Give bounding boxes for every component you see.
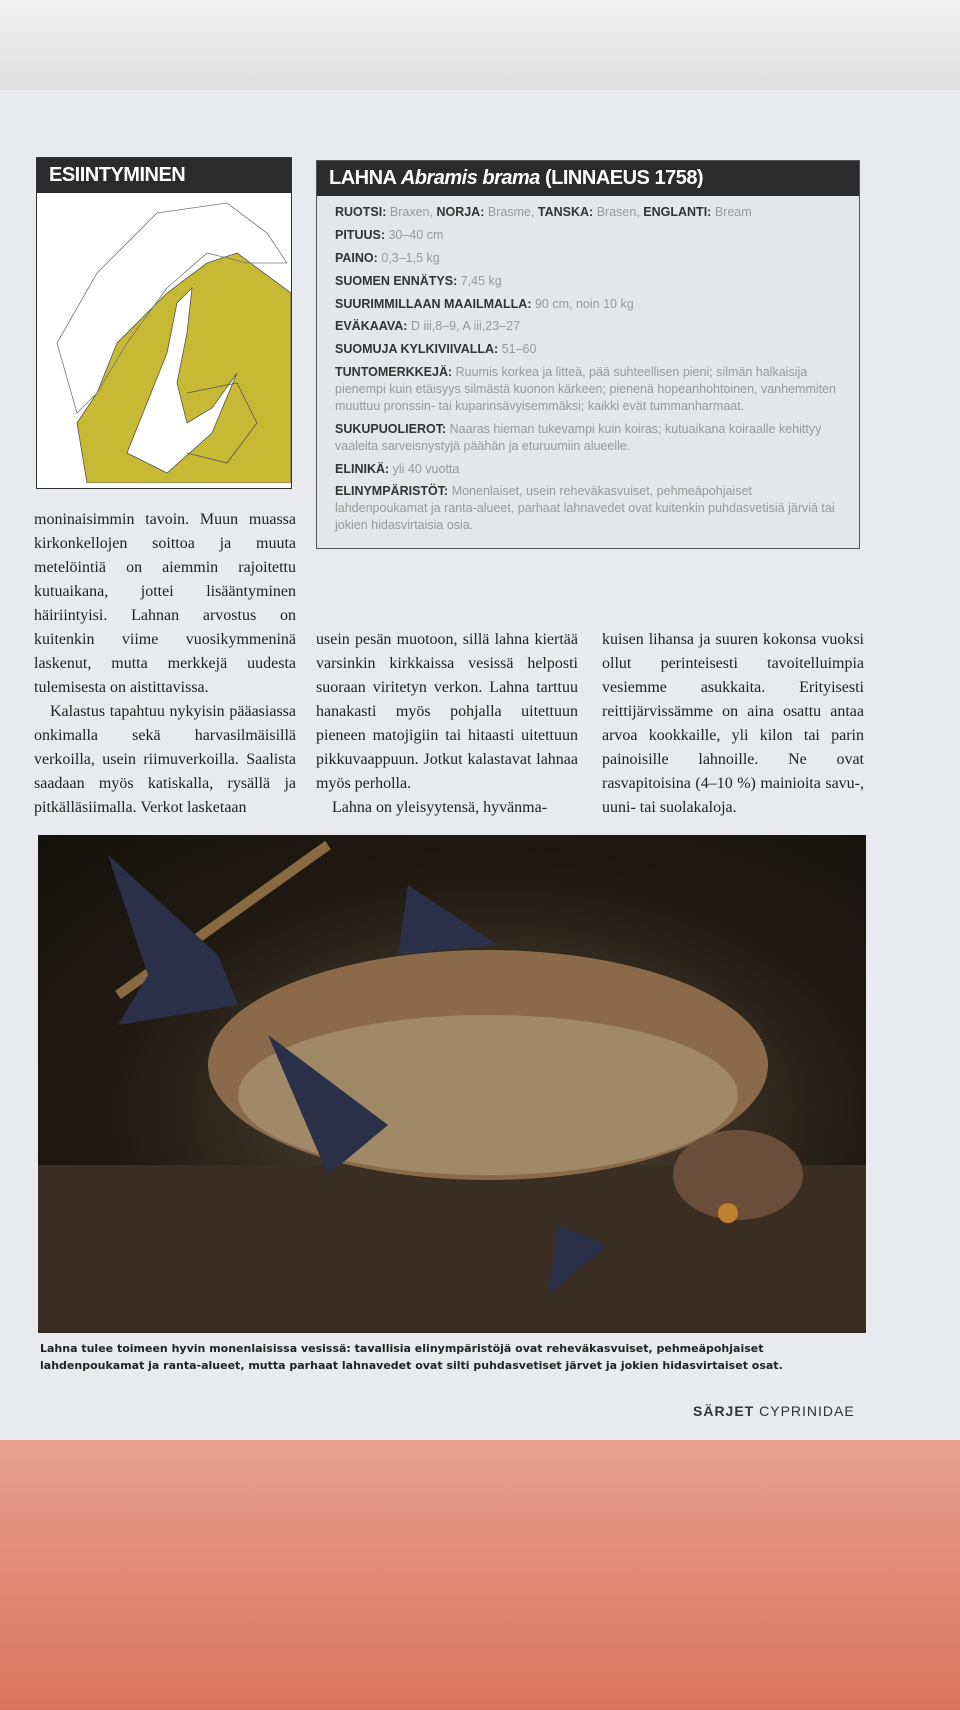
fact-length: PITUUS: 30–40 cm (335, 227, 444, 242)
fact-weight: PAINO: 0,3–1,5 kg (335, 250, 440, 265)
paragraph: Lahna on yleisyytensä, hyvänma- (332, 799, 548, 816)
species-author: (LINNAEUS 1758) (545, 167, 704, 189)
body-column-3 (602, 628, 864, 820)
latin-name: Abramis brama (400, 167, 540, 189)
fact-features: TUNTOMERKKEJÄ: Ruumis korkea ja litteä, pää suhteellisen pieni; silmän halkaisija pienempi kuin etäisyys silmästä kuonon kärkeen; pienenä hopeanhohtoinen, vanhemmiten muuttuu pronssin- tai kuparinsävyisemmäksi; kaikki evät tummanharmaat. (335, 365, 837, 413)
species-facts (317, 196, 859, 548)
fact-fin-formula: EVÄKAAVA: D iii,8–9, A iii,23–27 (335, 319, 521, 334)
fact-scales: SUOMUJA KYLKIVIIVALLA: 51–60 (335, 342, 537, 357)
family-name: SÄRJET (693, 1403, 755, 1419)
paragraph: usein pesän muotoon, sillä lahna kiertää varsinkin kirkkaissa vesissä helposti suoraan viritetyn verkon. Lahna tarttuu hanakasti myös pohjalla uitettuun pieneen matojigiin tai hitaasti uitettuun pikkuvaappuun. Jotkut kalastavat lahnaa myös perholla. (316, 631, 578, 792)
background-bottom (0, 1440, 960, 1710)
species-title (317, 161, 859, 196)
distribution-map-box (36, 157, 292, 489)
bream-photo (38, 835, 866, 1333)
fish-illustration (38, 835, 866, 1333)
paragraph: Kalastus tapahtuu nykyisin pääasiassa onkimalla sekä harvasilmäisillä verkoilla, usein riimuverkoilla. Saalista saadaan myös katiskalla, rysällä ja pitkälläsiimalla. Verkot lasketaan (34, 703, 296, 816)
fact-lifespan: ELINIKÄ: yli 40 vuotta (335, 461, 460, 476)
distribution-map (37, 193, 291, 483)
paragraph: moninaisimmin tavoin. Muun muassa kirkonkellojen soittoa ja muuta metelöintiä on aiemmin rajoitettu kutuaikana, jottei lisääntyminen häiriintyisi. Lahnan arvostus on kuitenkin viime vuosikymmeninä laskenut, mutta merkkejä uudesta tulemisesta on aistittavissa. (34, 511, 296, 696)
species-info-box (316, 160, 860, 549)
body-column-2 (316, 628, 578, 820)
fact-sex-differences: SUKUPUOLIEROT: Naaras hieman tukevampi kuin koiras; kutuaikana koiraalle kehittyy vaaleita sarveisnystyjä päähän ja eturuumiin alueelle. (335, 421, 822, 453)
body-column-1 (34, 508, 296, 820)
fact-names: RUOTSI: Braxen, NORJA: Brasme, TANSKA: Brasen, ENGLANTI: Bream (335, 205, 752, 219)
fact-record: SUOMEN ENNÄTYS: 7,45 kg (335, 273, 502, 288)
photo-caption: Lahna tulee toimeen hyvin monenlaisissa vesissä: tavallisia elinympäristöjä ovat reheväkasvuiset, pehmeäpohjaiset lahdenpoukamat ja ranta-alueet, mutta parhaat lahnavedet ovat silti puhdasvetiset järvet ja jokien hidasvirtaiset osat. (40, 1342, 783, 1372)
species-name: LAHNA (329, 167, 396, 189)
map-title: ESIINTYMINEN (37, 158, 291, 193)
family-latin: CYPRINIDAE (759, 1403, 855, 1419)
fact-habitats: ELINYMPÄRISTÖT: Monenlaiset, usein reheväkasvuiset, pehmeäpohjaiset lahdenpoukamat ja ranta-alueet, parhaat lahnavedet ovat kuitenkin puhdasvetisiä järviä tai jokien hidasvirtaisia osia. (335, 484, 835, 533)
page-footer (693, 1403, 855, 1419)
fact-world-max: SUURIMMILLAAN MAAILMALLA: 90 cm, noin 10 kg (335, 296, 634, 311)
paragraph: kuisen lihansa ja suuren kokonsa vuoksi ollut perinteisesti tavoitelluimpia vesiemme asukkaita. Erityisesti reittijärvissämme on aina osattu antaa arvoa kookkaille, yli kilon tai parin painoisille lahnoille. Ne ovat rasvapitoisina (4–10 %) mainioita savu-, uuni- tai suolakaloja. (602, 631, 864, 816)
